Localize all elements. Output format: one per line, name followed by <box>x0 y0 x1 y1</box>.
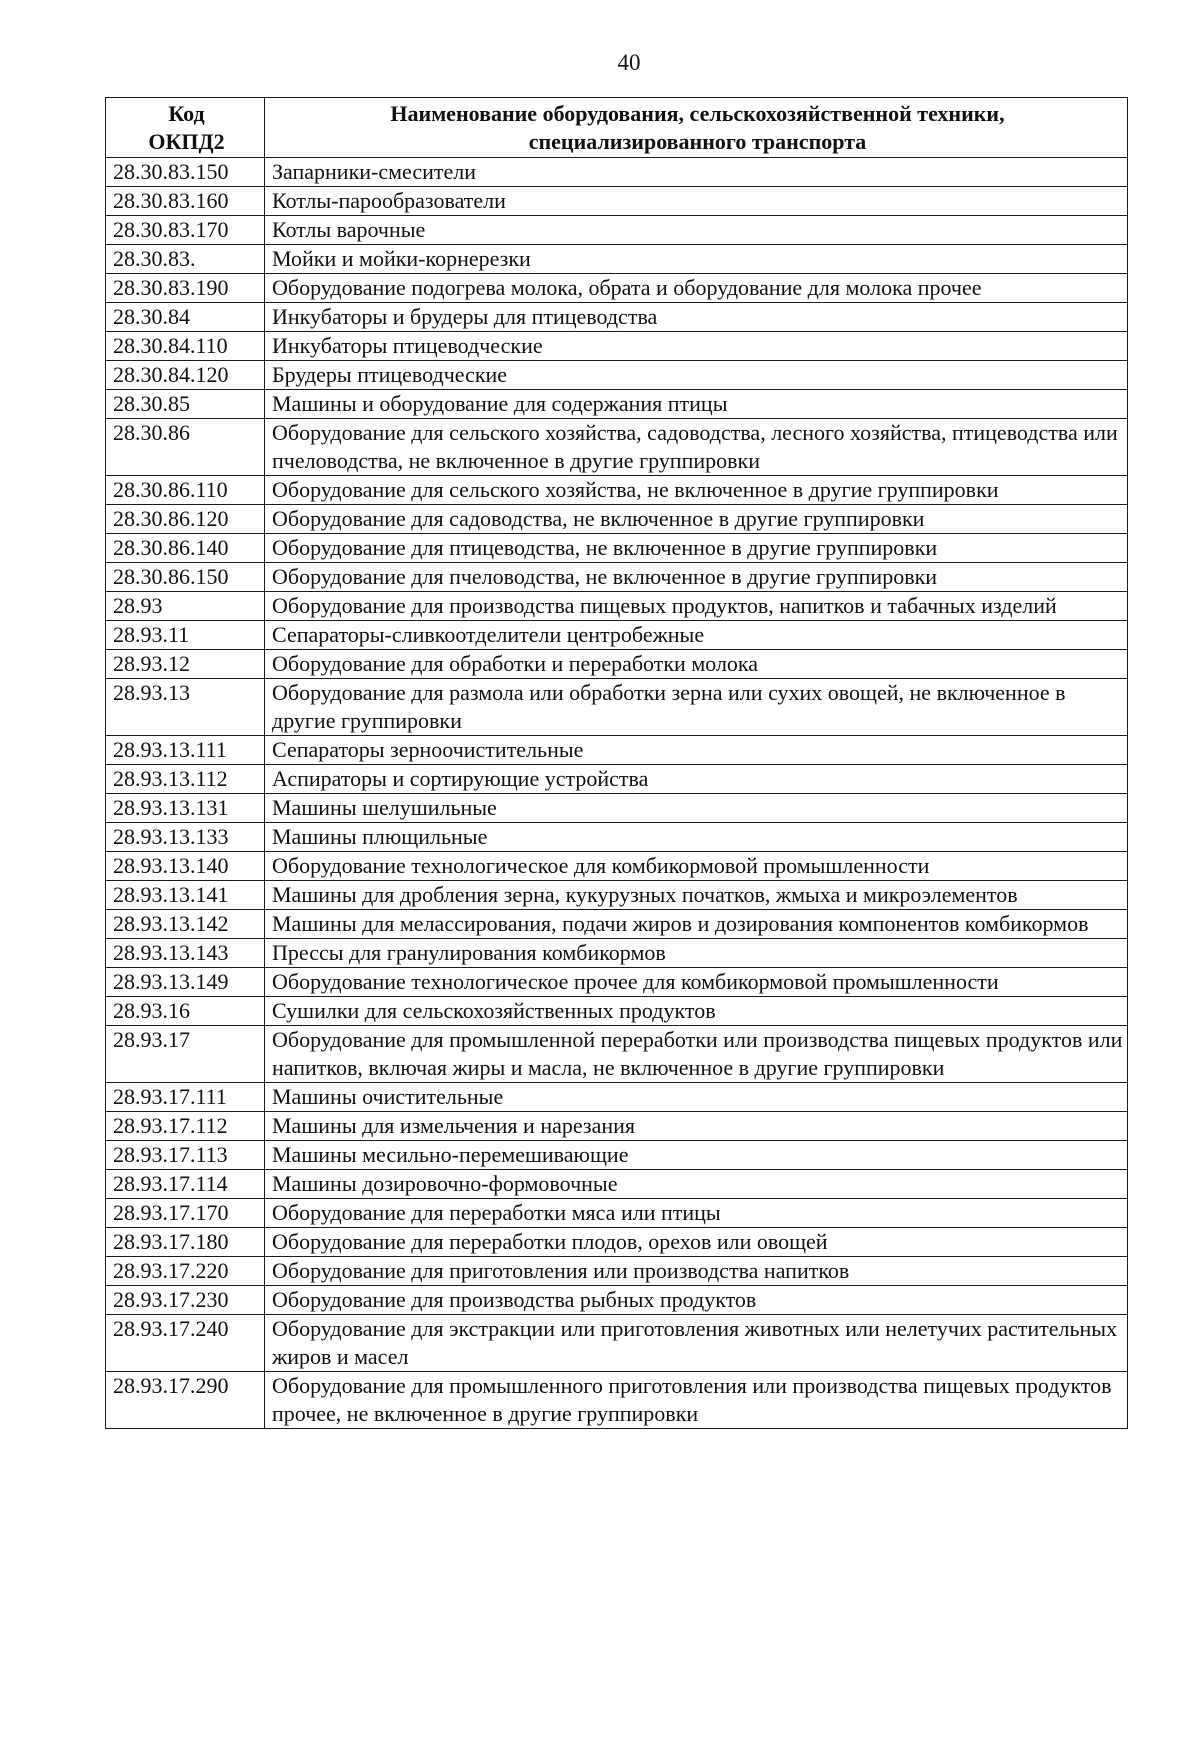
table-row <box>106 1026 1128 1083</box>
equipment-name-cell: Оборудование для производства рыбных продуктов <box>265 1286 1128 1315</box>
equipment-name-cell: Оборудование для сельского хозяйства, садоводства, лесного хозяйства, птицеводства или пчеловодства, не включенное в другие группировки <box>265 419 1128 476</box>
equipment-name-cell: Инкубаторы птицеводческие <box>265 332 1128 361</box>
okpd2-code-cell: 28.93.17.112 <box>106 1112 265 1141</box>
equipment-name-cell: Оборудование для промышленного приготовления или производства пищевых продуктов прочее, не включенное в другие группировки <box>265 1372 1128 1429</box>
table-row <box>106 245 1128 274</box>
okpd2-code-cell: 28.30.86 <box>106 419 265 476</box>
header-code <box>106 98 265 158</box>
okpd2-code-cell: 28.93.17.111 <box>106 1083 265 1112</box>
okpd2-code-cell: 28.93.17.290 <box>106 1372 265 1429</box>
okpd2-code-cell: 28.93.17.170 <box>106 1199 265 1228</box>
equipment-name-cell: Оборудование для размола или обработки зерна или сухих овощей, не включенное в другие группировки <box>265 679 1128 736</box>
equipment-name-cell: Машины и оборудование для содержания птицы <box>265 390 1128 419</box>
table-row <box>106 1286 1128 1315</box>
equipment-name-cell: Оборудование для промышленной переработки или производства пищевых продуктов или напитков, включая жиры и масла, не включенное в другие группировки <box>265 1026 1128 1083</box>
equipment-name-cell: Сепараторы-сливкоотделители центробежные <box>265 621 1128 650</box>
okpd2-code-cell: 28.93 <box>106 592 265 621</box>
header-name-line2: специализированного транспорта <box>528 129 867 154</box>
table-row <box>106 187 1128 216</box>
equipment-name-cell: Машины плющильные <box>265 823 1128 852</box>
equipment-name-cell: Машины очистительные <box>265 1083 1128 1112</box>
table-row <box>106 968 1128 997</box>
equipment-name-cell: Оборудование для экстракции или приготовления животных или нелетучих растительных жиров и масел <box>265 1315 1128 1372</box>
okpd2-code-cell: 28.30.86.140 <box>106 534 265 563</box>
equipment-name-cell: Мойки и мойки-корнерезки <box>265 245 1128 274</box>
okpd2-code-cell: 28.93.17.230 <box>106 1286 265 1315</box>
okpd2-code-cell: 28.93.13 <box>106 679 265 736</box>
table-row <box>106 1199 1128 1228</box>
table-row <box>106 216 1128 245</box>
equipment-name-cell: Машины для измельчения и нарезания <box>265 1112 1128 1141</box>
table-row <box>106 1170 1128 1199</box>
equipment-name-cell: Инкубаторы и брудеры для птицеводства <box>265 303 1128 332</box>
equipment-name-cell: Оборудование для обработки и переработки молока <box>265 650 1128 679</box>
table-row <box>106 1372 1128 1429</box>
equipment-name-cell: Оборудование для сельского хозяйства, не включенное в другие группировки <box>265 476 1128 505</box>
header-name <box>265 98 1128 158</box>
table-row <box>106 736 1128 765</box>
equipment-table <box>105 97 1128 1429</box>
equipment-name-cell: Машины шелушильные <box>265 794 1128 823</box>
table-row <box>106 419 1128 476</box>
equipment-name-cell: Оборудование для переработки мяса или птицы <box>265 1199 1128 1228</box>
okpd2-code-cell: 28.30.84.120 <box>106 361 265 390</box>
okpd2-code-cell: 28.93.13.141 <box>106 881 265 910</box>
equipment-name-cell: Оборудование для переработки плодов, орехов или овощей <box>265 1228 1128 1257</box>
okpd2-code-cell: 28.30.86.110 <box>106 476 265 505</box>
okpd2-code-cell: 28.30.83.170 <box>106 216 265 245</box>
table-row <box>106 650 1128 679</box>
okpd2-code-cell: 28.93.17.180 <box>106 1228 265 1257</box>
table-row <box>106 563 1128 592</box>
table-row <box>106 765 1128 794</box>
okpd2-code-cell: 28.93.17.220 <box>106 1257 265 1286</box>
equipment-name-cell: Машины дозировочно-формовочные <box>265 1170 1128 1199</box>
table-row <box>106 332 1128 361</box>
table-row <box>106 158 1128 187</box>
table-row <box>106 794 1128 823</box>
header-code-line1: Код <box>168 101 205 126</box>
equipment-name-cell: Сушилки для сельскохозяйственных продуктов <box>265 997 1128 1026</box>
equipment-name-cell: Машины для дробления зерна, кукурузных початков, жмыха и микроэлементов <box>265 881 1128 910</box>
table-row <box>106 1083 1128 1112</box>
equipment-name-cell: Прессы для гранулирования комбикормов <box>265 939 1128 968</box>
table-row <box>106 852 1128 881</box>
table-row <box>106 1112 1128 1141</box>
table-row <box>106 361 1128 390</box>
okpd2-code-cell: 28.93.17.240 <box>106 1315 265 1372</box>
equipment-name-cell: Сепараторы зерноочистительные <box>265 736 1128 765</box>
equipment-name-cell: Запарники-смесители <box>265 158 1128 187</box>
equipment-name-cell: Оборудование для пчеловодства, не включенное в другие группировки <box>265 563 1128 592</box>
okpd2-code-cell: 28.93.16 <box>106 997 265 1026</box>
header-code-line2: ОКПД2 <box>148 129 225 154</box>
okpd2-code-cell: 28.93.13.142 <box>106 910 265 939</box>
equipment-name-cell: Машины для мелассирования, подачи жиров и дозирования компонентов комбикормов <box>265 910 1128 939</box>
okpd2-code-cell: 28.30.84 <box>106 303 265 332</box>
table-row <box>106 534 1128 563</box>
okpd2-code-cell: 28.93.12 <box>106 650 265 679</box>
equipment-name-cell: Оборудование для приготовления или производства напитков <box>265 1257 1128 1286</box>
okpd2-code-cell: 28.30.86.150 <box>106 563 265 592</box>
table-row <box>106 621 1128 650</box>
equipment-name-cell: Оборудование для производства пищевых продуктов, напитков и табачных изделий <box>265 592 1128 621</box>
okpd2-code-cell: 28.93.11 <box>106 621 265 650</box>
page-number: 40 <box>617 50 641 75</box>
table-row <box>106 823 1128 852</box>
okpd2-code-cell: 28.30.83. <box>106 245 265 274</box>
table-row <box>106 505 1128 534</box>
table-row <box>106 303 1128 332</box>
table-row <box>106 274 1128 303</box>
table-row <box>106 910 1128 939</box>
table-row <box>106 679 1128 736</box>
okpd2-code-cell: 28.93.13.133 <box>106 823 265 852</box>
table-row <box>106 881 1128 910</box>
equipment-name-cell: Брудеры птицеводческие <box>265 361 1128 390</box>
okpd2-code-cell: 28.30.83.160 <box>106 187 265 216</box>
equipment-name-cell: Котлы-парообразователи <box>265 187 1128 216</box>
table-row <box>106 476 1128 505</box>
okpd2-code-cell: 28.93.17.114 <box>106 1170 265 1199</box>
okpd2-code-cell: 28.30.83.150 <box>106 158 265 187</box>
equipment-name-cell: Оборудование подогрева молока, обрата и оборудование для молока прочее <box>265 274 1128 303</box>
table-row <box>106 1228 1128 1257</box>
table-row <box>106 939 1128 968</box>
equipment-name-cell: Машины месильно-перемешивающие <box>265 1141 1128 1170</box>
equipment-name-cell: Оборудование для птицеводства, не включенное в другие группировки <box>265 534 1128 563</box>
okpd2-code-cell: 28.93.13.131 <box>106 794 265 823</box>
table-row <box>106 1315 1128 1372</box>
okpd2-code-cell: 28.30.83.190 <box>106 274 265 303</box>
table-body <box>106 158 1128 1429</box>
table-row <box>106 390 1128 419</box>
okpd2-code-cell: 28.30.84.110 <box>106 332 265 361</box>
equipment-name-cell: Оборудование технологическое прочее для комбикормовой промышленности <box>265 968 1128 997</box>
equipment-name-cell: Оборудование для садоводства, не включенное в другие группировки <box>265 505 1128 534</box>
okpd2-code-cell: 28.93.13.112 <box>106 765 265 794</box>
equipment-name-cell: Оборудование технологическое для комбикормовой промышленности <box>265 852 1128 881</box>
table-row <box>106 592 1128 621</box>
equipment-name-cell: Аспираторы и сортирующие устройства <box>265 765 1128 794</box>
okpd2-code-cell: 28.93.17.113 <box>106 1141 265 1170</box>
header-name-line1: Наименование оборудования, сельскохозяйственной техники, <box>390 101 1005 126</box>
table-header-row <box>106 98 1128 158</box>
table-row <box>106 1257 1128 1286</box>
okpd2-code-cell: 28.93.13.149 <box>106 968 265 997</box>
okpd2-code-cell: 28.93.13.143 <box>106 939 265 968</box>
okpd2-code-cell: 28.93.13.111 <box>106 736 265 765</box>
okpd2-code-cell: 28.93.17 <box>106 1026 265 1083</box>
table-row <box>106 1141 1128 1170</box>
okpd2-code-cell: 28.30.86.120 <box>106 505 265 534</box>
okpd2-code-cell: 28.93.13.140 <box>106 852 265 881</box>
table-row <box>106 997 1128 1026</box>
okpd2-code-cell: 28.30.85 <box>106 390 265 419</box>
equipment-name-cell: Котлы варочные <box>265 216 1128 245</box>
